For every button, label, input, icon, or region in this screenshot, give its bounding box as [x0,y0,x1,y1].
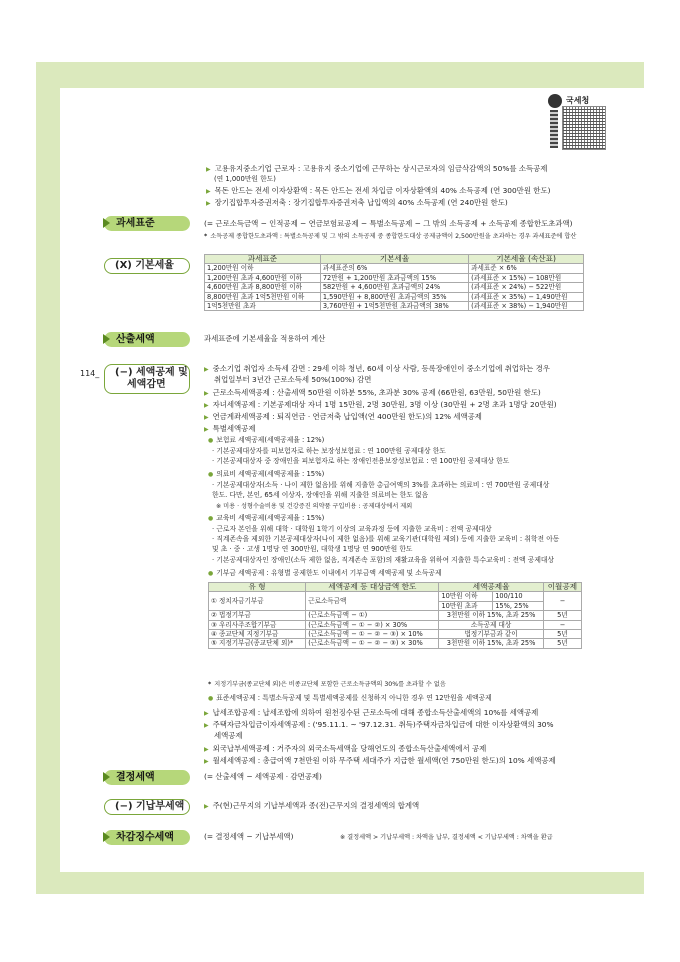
credit-bullet: ▶ 중소기업 취업자 소득세 감면 : 29세 이하 청년, 60세 이상 사람, 등록장애인이 중소기업에 취업하는 경우 [204,364,550,376]
qr-code-icon [562,106,606,150]
cell: − [543,620,581,629]
cell: 5년 [543,639,581,648]
rate-header: 기본세율 (속산표) [469,255,584,264]
cell: 5년 [543,630,581,639]
special-item: 및 초 · 중 · 고생 1명당 연 300만원, 대학생 1명당 연 900만원 한도 [212,545,413,553]
special-item: 한도. 다만, 본인, 65세 이상자, 장애인을 위해 지출한 의료비는 한도 없음 [212,491,429,499]
table-row [209,630,582,639]
tax-base-note-text: 소득공제 종합한도초과액 : 특별소득공제 및 그 밖의 소득공제 중 종합한도대상 공제금액이 2,500만원을 초과하는 경우 과세표준에 합산 [210,233,577,240]
section-withholding-tax: 차감징수세액 [104,830,190,845]
standard-credit: ● 표준세액공제 : 특별소득공제 및 특별세액공제를 신청하지 아니한 경우 연 12만원을 세액공제 [208,694,492,704]
donation-note: * 지정기부금(종교단체 외)은 비종교단체 포함한 근로소득금액의 30%를 초과할 수 없음 [208,681,446,688]
calc-tax-text: 과세표준에 기본세율을 적용하여 계산 [204,334,326,343]
table-row [205,302,584,311]
section-determined-tax: 결정세액 [104,770,190,785]
cell: (과세표준 × 24%) − 522만원 [469,283,584,292]
special-item: · 기본공제대상자 중 장애인을 피보험자로 하는 장애인전용보장성보험료 : 연 100만원 공제대상 한도 [212,457,510,465]
special-item: · 기본공제대상자인 장애인(소득 제한 없음, 직계존속 포함)의 재활교육을 위하여 지출한 특수교육비 : 전액 공제대상 [212,556,555,564]
cell: 3,760만원 + 1억5천만원 초과금액의 38% [320,302,468,311]
section-prepaid-tax: (−) 기납부세액 [104,799,190,815]
cell: 1,590만원 + 8,800만원 초과금액의 35% [320,292,468,301]
donation-header: 세액공제율 [439,583,543,592]
cell: ③ 우리사주조합기부금 [209,620,306,629]
donation-header: 이월공제 [543,583,581,592]
logo-emblem-icon [548,94,562,108]
tax-base-note: * 소득공제 종합한도초과액 : 특별소득공제 및 그 밖의 소득공제 중 종합한도대상 공제금액이 2,500만원을 초과하는 경우 과세표준에 합산 [204,233,577,240]
special-item: · 기본공제대상자를 피보험자로 하는 보장성보험료 : 연 100만원 공제대상 한도 [212,447,446,455]
cell: (근로소득금액 − ① − ② − ③) × 30% [306,639,439,648]
table-row [205,283,584,292]
table-row [205,273,584,282]
table-row [205,264,584,273]
cell: ④ 종교단체 지정기부금 [209,630,306,639]
cell: 10만원 초과 [439,601,493,610]
cell: (근로소득금액 − ① − ②) × 30% [306,620,439,629]
cell: 10만원 이하 [439,592,493,601]
section-calc-tax: 산출세액 [104,332,190,347]
table-row [209,611,582,620]
cell: ⑤ 지정기부금(종교단체 외)* [209,639,306,648]
determined-formula: (= 산출세액 − 세액공제 · 감면공제) [204,772,322,781]
cell: 5년 [543,611,581,620]
table-row [209,639,582,648]
credit-bullet: ▶ 주택자금차입금이자세액공제 : ('95.11.1. ~ '97.12.31. 취득)주택자금차입금에 대한 이자상환액의 30% [204,720,554,732]
section-basic-rate: (X) 기본세율 [104,258,190,274]
table-row [205,292,584,301]
nts-logo [548,94,610,152]
section-tax-base: 과세표준 [104,216,190,231]
special-item: · 직계존속을 제외한 기본공제대상자(나이 제한 없음)를 위해 교육기관(대학원 제외) 등에 지출한 교육비 : 취학전 아동 [212,535,560,543]
credit-bullet-cont: 세액공제 [214,731,243,740]
tax-base-formula: (= 근로소득금액 − 인적공제 − 연금보험료공제 − 특별소득공제 − 그 밖의 소득공제 + 소득공제 종합한도초과액) [204,219,573,228]
cell: 과세표준 × 6% [469,264,584,273]
cell: (근로소득금액 − ① − ② − ③) × 10% [306,630,439,639]
credit-bullet: ▶ 월세세액공제 : 총급여액 7천만원 이하 무주택 세대주가 지급한 월세액(연 750만원 한도)의 10% 세액공제 [204,756,556,768]
credit-bullet-cont: 취업일부터 3년간 근로소득세 50%(100%) 감면 [214,375,372,384]
logo-vertical-text-icon [550,110,558,148]
rate-header: 기본세율 [320,255,468,264]
intro-bullet: ▶ 고용유지중소기업 근로자 : 고용유지 중소기업에 근무하는 상시근로자의 임금삭감액의 50%를 소득공제 [206,164,547,176]
credit-bullet: ▶ 납세조합공제 : 납세조합에 의하여 원천징수된 근로소득에 대해 종합소득산출세액의 10%를 세액공제 [204,708,538,720]
special-head: ● 의료비 세액공제(세액공제율 : 15%) [208,470,324,480]
withholding-note: ※ 결정세액 > 기납부세액 : 차액을 납부, 결정세액 < 기납부세액 : 차액을 환급 [340,834,553,841]
donation-note-text: 지정기부금(종교단체 외)은 비종교단체 포함한 근로소득금액의 30%를 초과할 수 없음 [214,681,446,688]
cell: ① 정치자금기부금 [209,592,306,611]
cell: 1,200만원 이하 [205,264,321,273]
basic-rate-table [204,254,584,311]
rate-header: 과세표준 [205,255,321,264]
cell: (근로소득금액 − ①) [306,611,439,620]
cell: (과세표준 × 15%) − 108만원 [469,273,584,282]
cell: (과세표준 × 35%) − 1,490만원 [469,292,584,301]
cell: 소득공제 대상 [439,620,543,629]
credit-bullet: ▶ 특별세액공제 [204,424,255,436]
special-item: · 기본공제대상자(소득 · 나이 제한 없음)를 위해 지출한 총급여액의 3%를 초과하는 의료비 : 연 700만원 공제대상 [212,481,550,489]
special-head: ● 교육비 세액공제(세액공제율 : 15%) [208,514,324,524]
credit-bullet: ▶ 근로소득세액공제 : 산출세액 50만원 이하분 55%, 초과분 30% 공제 (66만원, 63만원, 50만원 한도) [204,388,541,400]
cell: 법정기부금과 같이 [439,630,543,639]
credits-title-line1: (−) 세액공제 및 [115,367,188,378]
intro-bullet-cont: (연 1,000만원 한도) [214,175,276,183]
donation-header: 세액공제 등 대상금액 한도 [306,583,439,592]
logo-name: 국세청 [566,96,590,105]
credit-bullet: ▶ 자녀세액공제 : 기본공제대상 자녀 1명 15만원, 2명 30만원, 3명 이상 (30만원 + 2명 초과 1명당 20만원) [204,400,557,412]
cell: ② 법정기부금 [209,611,306,620]
table-row [209,620,582,629]
donation-table [208,582,582,649]
special-head: ● 기부금 세액공제 : 유형별 공제한도 이내에서 기부금액 세액공제 및 소득공제 [208,569,442,579]
cell: 8,800만원 초과 1억5천만원 이하 [205,292,321,301]
page-number: 114_ [80,369,100,378]
donation-header: 유 형 [209,583,306,592]
credit-bullet: ▶ 연금계좌세액공제 : 퇴직연금 · 연금저축 납입액(연 400만원 한도)의 12% 세액공제 [204,412,482,424]
intro-bullet: ▶ 장기집합투자증권저축 : 장기집합투자증권저축 납입액의 40% 소득공제 (연 240만원 한도) [206,198,508,210]
cell: 과세표준의 6% [320,264,468,273]
cell: 4,600만원 초과 8,800만원 이하 [205,283,321,292]
cell: 72만원 + 1,200만원 초과금액의 15% [320,273,468,282]
cell: 1억5천만원 초과 [205,302,321,311]
cell: 3천만원 이하 15%, 초과 25% [439,639,543,648]
cell: 582만원 + 4,600만원 초과금액의 24% [320,283,468,292]
credit-bullet: ▶ 외국납부세액공제 : 거주자의 외국소득세액을 당해연도의 종합소득산출세액에서 공제 [204,744,486,756]
prepaid-text: ▶ 주(현)근무지의 기납부세액과 종(전)근무지의 결정세액의 합계액 [204,801,419,813]
section-credits [104,364,190,394]
table-row [209,592,582,601]
intro-bullet: ▶ 목돈 안드는 전세 이자상환액 : 목돈 안드는 전세 차입금 이자상환액의 40% 소득공제 (연 300만원 한도) [206,186,550,198]
credits-title-line2: 세액감면 [127,379,166,390]
cell: 1,200만원 초과 4,600만원 이하 [205,273,321,282]
cell: 3천만원 이하 15%, 초과 25% [439,611,543,620]
cell: − [543,592,581,611]
special-note: ※ 미용 · 성형수술비용 및 건강증진 의약품 구입비용 : 공제대상에서 제외 [216,503,413,510]
withholding-formula: (= 결정세액 − 기납부세액) [204,832,294,841]
cell: 근로소득금액 [306,592,439,611]
special-item: · 근로자 본인을 위해 대학 · 대학원 1학기 이상의 교육과정 등에 지출한 교육비 : 전액 공제대상 [212,525,492,533]
cell: 100/110 [493,592,544,601]
special-head: ● 보험료 세액공제(세액공제율 : 12%) [208,436,324,446]
cell: (과세표준 × 38%) − 1,940만원 [469,302,584,311]
cell: 15%, 25% [493,601,544,610]
